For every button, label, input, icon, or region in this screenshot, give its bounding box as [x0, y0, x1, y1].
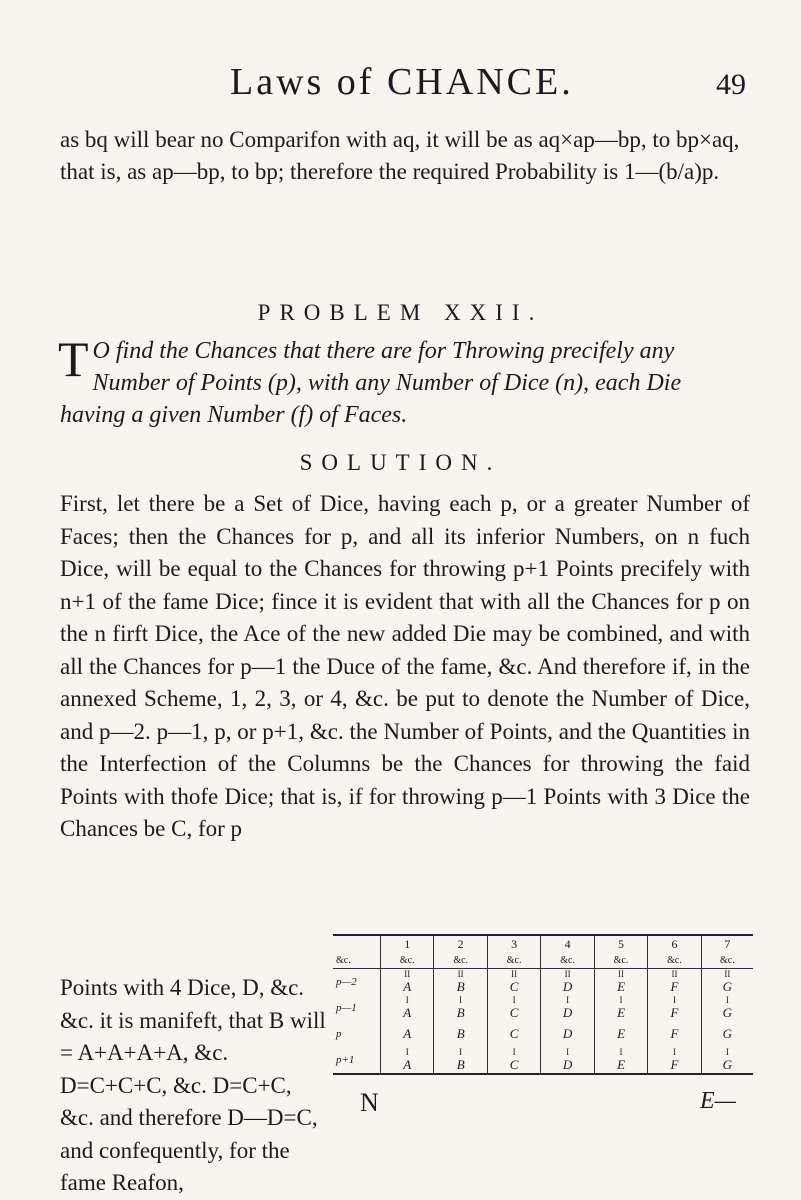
- solution-wrap-text: Points with 4 Dice, D, &c. &c. it is manifeft, that B will = A+A+A+A, &c. D=C+C+C, &c. D=C+C, &c. and therefore D—D=C, and confequently, for the fame Reafon,: [60, 975, 326, 1195]
- scheme-cell-letter: G: [722, 1026, 733, 1041]
- problem-heading: PROBLEM XXII.: [257, 300, 544, 325]
- scheme-cell-letter: F: [670, 1056, 679, 1072]
- scheme-cell-marks: II: [404, 968, 411, 979]
- scheme-cell: [487, 1021, 540, 1047]
- scheme-cell: [541, 1021, 594, 1047]
- scheme-cell: [594, 1047, 647, 1074]
- scheme-row-label: p—1: [336, 1002, 357, 1014]
- scheme-cell-marks: II: [564, 968, 571, 979]
- scheme-cell: [434, 969, 487, 996]
- scheme-cell-marks: I: [672, 1046, 676, 1057]
- scheme-cell-marks: I: [566, 1046, 570, 1057]
- annexed-scheme: [333, 934, 753, 1075]
- scheme-etc-cell: &c.: [434, 952, 487, 969]
- scheme-cell-letter: E: [617, 1056, 626, 1072]
- scheme-cell: [701, 969, 753, 996]
- scheme-cell-letter: F: [670, 978, 679, 994]
- scheme-cell-marks: I: [672, 994, 676, 1005]
- problem-statement: [58, 331, 750, 431]
- scheme-cell-letter: C: [509, 978, 519, 994]
- scheme-col-header: 4: [541, 935, 594, 952]
- scheme-cell-marks: I: [512, 1046, 516, 1057]
- scheme-row: [333, 1047, 753, 1074]
- scheme-cell-letter: E: [617, 1004, 626, 1020]
- scheme-cell-letter: D: [562, 1056, 573, 1072]
- scheme-col-header: 2: [434, 935, 487, 952]
- scheme-cell-letter: F: [670, 1004, 679, 1020]
- scheme-cell: [381, 1021, 434, 1047]
- scheme-header-row: [333, 935, 753, 952]
- scheme-cell-marks: I: [725, 994, 729, 1005]
- scheme-cell: [701, 1021, 753, 1047]
- scheme-cell-marks: I: [619, 1046, 623, 1057]
- scheme-row-label: p+1: [333, 1047, 381, 1074]
- scheme-etc-cell: &c.: [701, 952, 753, 969]
- scheme-cell: [434, 995, 487, 1021]
- scheme-cell-marks: I: [459, 1046, 463, 1057]
- scheme-cell-marks: I: [405, 1046, 409, 1057]
- scheme-cell-letter: B: [456, 1026, 465, 1041]
- scheme-cell-letter: A: [403, 978, 412, 994]
- scheme-cell: [541, 995, 594, 1021]
- signature-mark: N: [360, 1088, 379, 1117]
- scheme-cell-marks: I: [619, 994, 623, 1005]
- scheme-cell-letter: C: [509, 1056, 519, 1072]
- scheme-row-label: p—2: [336, 976, 357, 988]
- scheme-cell-marks: I: [459, 994, 463, 1005]
- scheme-cell-letter: D: [562, 978, 573, 994]
- scheme-cell-marks: I: [725, 1046, 729, 1057]
- scheme-cell: [541, 969, 594, 996]
- scheme-etc-cell: &c.: [541, 952, 594, 969]
- scheme-cell-marks: I: [405, 994, 409, 1005]
- scheme-cell: [594, 969, 647, 996]
- scheme-cell: [648, 1047, 701, 1074]
- scheme-cell-letter: F: [670, 1026, 679, 1041]
- scheme-col-header: 7: [701, 935, 753, 952]
- scheme-cell-letter: B: [456, 978, 465, 994]
- scheme-cell: [381, 995, 434, 1021]
- scheme-cell-letter: B: [456, 1056, 465, 1072]
- scheme-cell-letter: G: [722, 1004, 733, 1020]
- scheme-cell: [381, 1047, 434, 1074]
- scheme-cell: [701, 995, 753, 1021]
- catchword: E—: [700, 1088, 736, 1114]
- scheme-etc-cell: &c.: [333, 952, 381, 969]
- scheme-cell-marks: I: [512, 994, 516, 1005]
- scheme-cell-letter: G: [722, 978, 733, 994]
- running-head: Laws of CHANCE.: [230, 61, 574, 103]
- intro-paragraph: as bq will bear no Comparifon with aq, it will be as aq×ap—bp, to bp×aq, that is, as ap—bp, to bp; therefore the required Probability is 1—(b/a)p.: [60, 127, 740, 184]
- scheme-cell-marks: II: [457, 968, 464, 979]
- scheme-cell-marks: II: [511, 968, 518, 979]
- scheme-cell: [541, 1047, 594, 1074]
- page-number: 49: [716, 68, 746, 101]
- scheme-cell-marks: II: [724, 968, 731, 979]
- scheme-col-header: 1: [381, 935, 434, 952]
- scheme-cell-letter: C: [509, 1004, 519, 1020]
- solution-heading: SOLUTION.: [299, 450, 502, 475]
- problem-statement-text: O find the Chances that there are for Throwing precifely any Number of Points (p), with any Number of Dice (n), each Die having a given Number (f) of Faces.: [60, 338, 682, 428]
- scheme-col-header: 3: [487, 935, 540, 952]
- scheme-cell-letter: A: [403, 1056, 412, 1072]
- scheme-cell: [434, 1021, 487, 1047]
- scheme-row: [333, 1021, 753, 1047]
- scheme-cell: [701, 1047, 753, 1074]
- scheme-corner: [333, 935, 381, 952]
- scheme-cell: [648, 1021, 701, 1047]
- scheme-cell: [648, 995, 701, 1021]
- scheme-cell: [434, 1047, 487, 1074]
- scheme-col-header: 5: [594, 935, 647, 952]
- scheme-cell-letter: A: [403, 1026, 412, 1041]
- scheme-col-header: 6: [648, 935, 701, 952]
- scheme-cell: [487, 969, 540, 996]
- scheme-etc-cell: &c.: [381, 952, 434, 969]
- solution-paragraph: First, let there be a Set of Dice, having each p, or a greater Number of Faces; then the Chances for p, and all its inferior Numbers, on n fuch Dice, will be equal to the Chances for throwing p+1 Points precifely with n+1 of the fame Dice; fince it is evident that with all the Chances for p on the n firft Dice, the Ace of the new added Die may be combined, and with all the Chances for p—1 the Duce of the fame, &c. And therefore if, in the annexed Scheme, 1, 2, 3, or 4, &c. be put to denote the Number of Dice, and p—2. p—1, p, or p+1, &c. the Number of Points, and the Quantities in the Interfection of the Columns be the Chances for throwing the faid Points with thofe Dice; that is, if for throwing p—1 Points with 3 Dice the Chances be C, for p: [60, 491, 750, 841]
- scheme-cell: [594, 1021, 647, 1047]
- scheme-cell-letter: B: [456, 1004, 465, 1020]
- page-header: [0, 60, 801, 108]
- scheme-cell-marks: II: [671, 968, 678, 979]
- scheme-row: [333, 995, 753, 1021]
- scheme-cell: [487, 1047, 540, 1074]
- scheme-table: [333, 934, 753, 1075]
- scheme-row-label: p: [336, 1028, 342, 1040]
- scheme-cell-marks: I: [566, 994, 570, 1005]
- scheme-cell-letter: A: [403, 1004, 412, 1020]
- scheme-cell: [648, 969, 701, 996]
- solution-body: [60, 488, 750, 846]
- scheme-cell-letter: D: [562, 1004, 573, 1020]
- scheme-cell: [381, 969, 434, 996]
- scheme-cell-letter: E: [617, 1026, 626, 1041]
- drop-cap: T: [58, 331, 89, 387]
- scheme-etc-cell: &c.: [648, 952, 701, 969]
- scheme-row: [333, 969, 753, 996]
- scheme-cell: [487, 995, 540, 1021]
- scheme-cell: [594, 995, 647, 1021]
- scheme-etc-row: [333, 952, 753, 969]
- page-footer: [0, 1088, 801, 1128]
- scheme-etc-cell: &c.: [594, 952, 647, 969]
- scheme-etc-cell: &c.: [487, 952, 540, 969]
- scheme-cell-letter: G: [722, 1056, 733, 1072]
- scheme-cell-letter: D: [562, 1026, 573, 1041]
- scheme-cell-letter: E: [617, 978, 626, 994]
- scheme-cell-letter: C: [509, 1026, 519, 1041]
- scheme-cell-marks: II: [618, 968, 625, 979]
